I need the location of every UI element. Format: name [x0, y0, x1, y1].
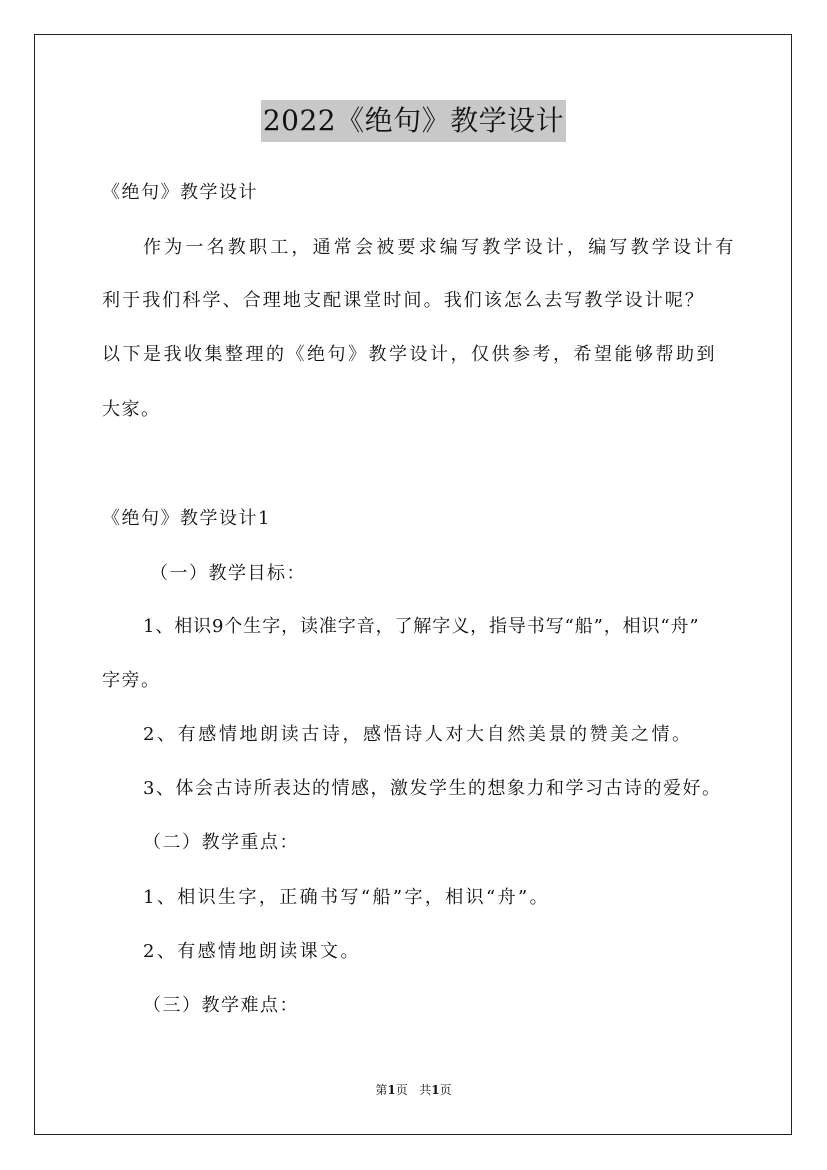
difficulty-heading: （三）教学难点： [143, 995, 299, 1016]
document-title: 2022《绝句》教学设计 [261, 100, 566, 142]
document-subtitle: 《绝句》教学设计 [102, 182, 258, 203]
footer-label-mid: 页 共 [395, 1083, 432, 1097]
intro-line-3: 以下是我收集整理的《绝句》教学设计，仅供参考，希望能够帮助到 [102, 344, 717, 365]
key-point-1: 1、相识生字，正确书写“船”字，相识“舟”。 [143, 887, 551, 908]
section-heading: 《绝句》教学设计1 [102, 508, 271, 529]
goal-2: 2、有感情地朗读古诗，感悟诗人对大自然美景的赞美之情。 [143, 724, 693, 745]
goal-1-line-2: 字旁。 [102, 670, 161, 691]
key-points-heading: （二）教学重点： [143, 832, 299, 853]
key-point-2: 2、有感情地朗读课文。 [143, 941, 361, 962]
footer-total-pages: 1 [431, 1083, 440, 1097]
footer-label-pre: 第 [375, 1083, 388, 1097]
footer-label-post: 页 [439, 1083, 452, 1097]
title-container [0, 100, 827, 142]
intro-line-4: 大家。 [102, 399, 161, 420]
goal-1-line-1: 1、相识9个生字，读准字音，了解字义，指导书写“船”，相识“舟” [143, 616, 700, 637]
intro-line-1: 作为一名教职工，通常会被要求编写教学设计，编写教学设计有 [143, 237, 737, 258]
goals-heading: （一）教学目标： [150, 563, 306, 584]
goal-3: 3、体会古诗所表达的情感，激发学生的想象力和学习古诗的爱好。 [143, 778, 722, 799]
footer-current-page: 1 [387, 1083, 396, 1097]
intro-line-2: 利于我们科学、合理地支配课堂时间。我们该怎么去写教学设计呢？ [102, 290, 705, 311]
page-footer [0, 1082, 827, 1098]
